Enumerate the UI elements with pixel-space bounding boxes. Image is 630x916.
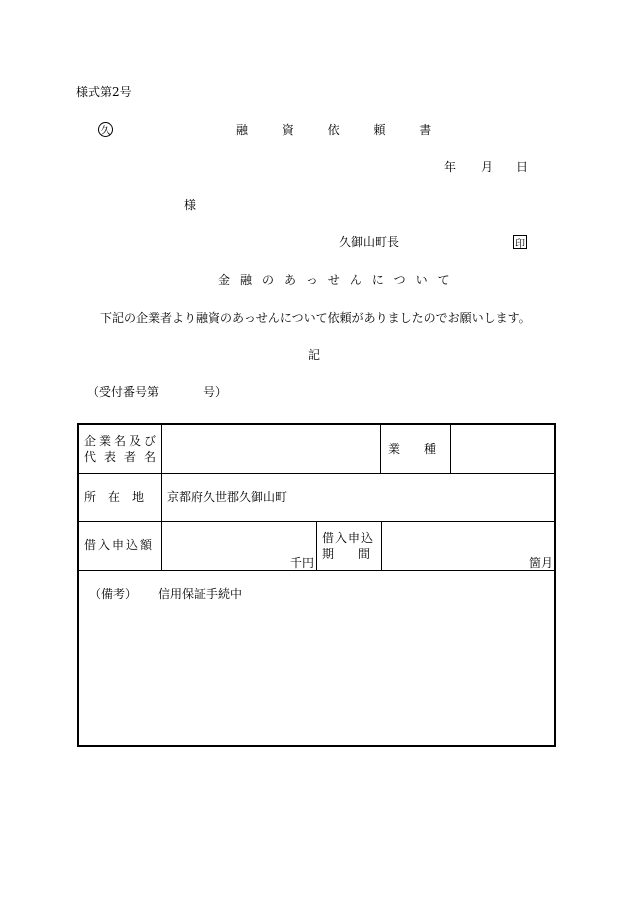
label-char: 及: [128, 434, 141, 448]
label-char: 名: [113, 434, 126, 448]
ki-mark: 記: [308, 348, 321, 362]
date-day: 日: [516, 160, 529, 174]
receipt-number-suffix: 号）: [203, 385, 228, 399]
loan-period-label-line1: 借入申込: [322, 531, 375, 545]
circle-mark: 久: [98, 122, 113, 137]
loan-amount-unit: 千円: [290, 556, 315, 570]
address-value: 京都府久世郡久御山町: [167, 490, 288, 504]
application-table: [77, 423, 556, 747]
loan-period-label-line2: 期 間: [322, 547, 371, 561]
industry-label-divider: [380, 425, 381, 473]
company-label-line1: [84, 435, 156, 447]
date-year: 年: [444, 160, 457, 174]
company-label-text1: [84, 435, 156, 447]
remarks-label: （備考）: [89, 587, 138, 601]
label-char: び: [143, 434, 156, 448]
loan-amount-label: 借入申込額: [84, 538, 155, 552]
form-number: 様式第2号: [76, 85, 132, 99]
body-text: 下記の企業者より融資のあっせんについて依頼がありましたのでお願いします。: [100, 311, 531, 325]
date-month: 月: [481, 160, 494, 174]
address-label: 所 在 地: [84, 490, 145, 504]
row-divider: [79, 570, 554, 571]
seal-mark: 印: [513, 235, 527, 249]
subtitle: 金融のあっせんについて: [218, 273, 460, 287]
loan-period-label-left-divider: [316, 521, 317, 570]
company-label-line2: 代表者名: [84, 450, 165, 464]
loan-period-unit: 箇月: [529, 556, 554, 570]
remarks-value: 信用保証手続中: [158, 587, 243, 601]
loan-period-label-right-divider: [381, 521, 382, 570]
addressee-suffix: 様: [184, 198, 197, 212]
receipt-number-prefix: （受付番号第: [87, 385, 160, 399]
sender-title: 久御山町長: [339, 235, 400, 249]
industry-label: 業 種: [388, 442, 437, 456]
row-divider: [79, 473, 554, 474]
label-char: 業: [98, 434, 111, 448]
document-title: 融 資 依 頼 書: [236, 123, 447, 137]
industry-value-divider: [450, 425, 451, 473]
label-char: 企: [84, 434, 97, 448]
label-column-divider: [161, 425, 162, 570]
